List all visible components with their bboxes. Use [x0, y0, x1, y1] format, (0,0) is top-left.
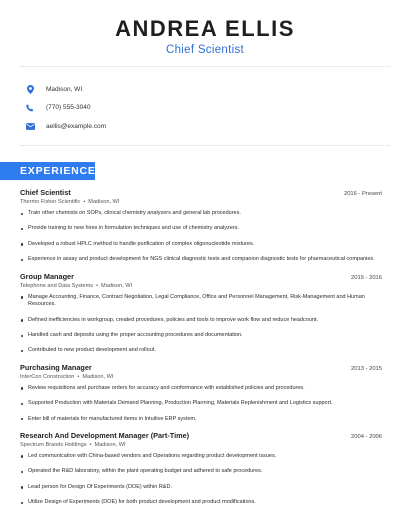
bullet-item: Enter bill of materials for manufactured items in Intuitive ERP system. — [20, 416, 382, 424]
bullet-item: Utilize Design of Experiments (DOE) for both product development and product modifications. — [20, 499, 382, 507]
job-entry: Research And Development Manager (Part-Time) 2004 - 2006 Spectrum Brands Holdings • Madison, WI Led communication with China-based vendors and Operations regarding product development issues. Operated the R&D laboratory, within the plant operating budget and adhered to safe procedures. Lead person for Design Of Experiments (DOE) within R&D. Utilize Design of Experiments (DOE) for both product development and product modifications. — [20, 430, 382, 506]
job-dates: 2015 - 2016 — [351, 274, 382, 281]
bullet-item: Handled cash and deposits using the proper accounting procedures and documentation. — [20, 332, 382, 340]
job-company: Telephone and Data Systems — [20, 282, 94, 289]
job-entry: Chief Scientist 2016 - Present Thermo Fisher Scientific • Madison, WI Train other chemists on SOPs, clinical chemistry analyzers and general lab procedures. Provide training to new hires in formulation techniques and use of chemistry analyzers. Developed a robust HPLC method to handle purification of complex oligonucleotide mixtures. Experience in assay and product development for NGS clinical diagnostic tests and companion diagnostic tests for pharmaceutical companies. — [20, 188, 382, 263]
bullet-item: Supported Production with Materials Demand Planning, Production Planning, Materials Replenishment and Logistics support. — [20, 400, 382, 408]
job-entry: Group Manager 2015 - 2016 Telephone and Data Systems • Madison, WI Manage Accounting, Finance, Contract Negotiation, Legal Compliance, Office and Personnel Management, Risk-Management and Human Resources. Defined inefficiencies in workgroup, created procedures, policies and tools to improve work flow and reduce headcount. Handled cash and deposits using the proper accounting procedures and documentation. Contributed to new product development and rollout. — [20, 271, 382, 354]
bullet-item: Review requisitions and purchase orders for accuracy and conformance with established policies and procedures. — [20, 385, 382, 393]
bullet-item: Provide training to new hires in formulation techniques and use of chemistry analyzers. — [20, 225, 382, 233]
job-location: Madison, WI — [101, 282, 133, 289]
job-dates: 2013 - 2015 — [351, 365, 382, 372]
bullet-item: Train other chemists on SOPs, clinical chemistry analyzers and general lab procedures. — [20, 210, 382, 218]
job-bullets — [20, 210, 382, 264]
job-entry: Purchasing Manager 2013 - 2015 InterCon Construction • Madison, WI Review requisitions and purchase orders for accuracy and conformance with established policies and procedures. Supported Production with Materials Demand Planning, Production Planning, Materials Replenishment and Logistics support. Enter bill of materials for manufactured items in Intuitive ERP system. — [20, 362, 382, 422]
contact-phone — [20, 99, 390, 118]
job-bullets — [20, 294, 382, 355]
job-dates: 2004 - 2006 — [351, 433, 382, 440]
phone-icon — [24, 104, 36, 112]
job-title: Chief Scientist — [20, 188, 71, 197]
job-dates: 2016 - Present — [343, 191, 382, 197]
experience-list — [20, 188, 382, 514]
bullet-item: Contributed to new product development and rollout. — [20, 347, 382, 355]
candidate-name: ANDREA ELLIS — [115, 16, 295, 41]
job-company: Thermo Fisher Scientific — [20, 199, 81, 205]
contact-location — [20, 80, 390, 99]
envelope-icon — [24, 123, 36, 130]
job-company: InterCon Construction — [20, 373, 75, 380]
divider — [20, 145, 390, 146]
job-title: Purchasing Manager — [20, 362, 92, 372]
bullet-item: Developed a robust HPLC method to handle purification of complex oligonucleotide mixtures. — [20, 241, 382, 249]
email-link[interactable]: aellis@example.com — [46, 122, 107, 130]
job-bullets — [20, 453, 382, 507]
job-location: Madison, WI — [88, 199, 120, 205]
bullet-item: Defined inefficiencies in workgroup, created procedures, policies and tools to improve work flow and reduce headcount. — [20, 317, 382, 325]
job-bullets — [20, 385, 382, 423]
section-heading-experience: EXPERIENCE — [0, 162, 95, 180]
job-location: Madison, WI — [82, 373, 114, 380]
bullet-item: Led communication with China-based vendors and Operations regarding product development issues. — [20, 453, 382, 461]
job-company: Spectrum Brands Holdings — [20, 441, 87, 448]
contact-info — [20, 80, 390, 136]
bullet-item: Lead person for Design Of Experiments (DOE) within R&D. — [20, 484, 382, 492]
contact-email[interactable] — [20, 117, 390, 136]
bullet-item: Operated the R&D laboratory, within the plant operating budget and adhered to safe procedures. — [20, 468, 382, 476]
job-title: Group Manager — [20, 271, 74, 281]
map-pin-icon — [24, 85, 36, 94]
job-location: Madison, WI — [94, 441, 126, 448]
bullet-item: Manage Accounting, Finance, Contract Negotiation, Legal Compliance, Office and Personnel Management, Risk-Management and Human Resources. — [20, 294, 382, 309]
location-text: Madison, WI — [46, 85, 83, 93]
resume-header — [0, 16, 410, 56]
candidate-title: Chief Scientist — [165, 44, 244, 56]
phone-text: (770) 555-3040 — [46, 104, 91, 112]
bullet-item: Experience in assay and product development for NGS clinical diagnostic tests and companion diagnostic tests for pharmaceutical companies. — [20, 256, 382, 264]
divider — [20, 66, 390, 67]
job-title: Research And Development Manager (Part-Time) — [20, 430, 190, 440]
